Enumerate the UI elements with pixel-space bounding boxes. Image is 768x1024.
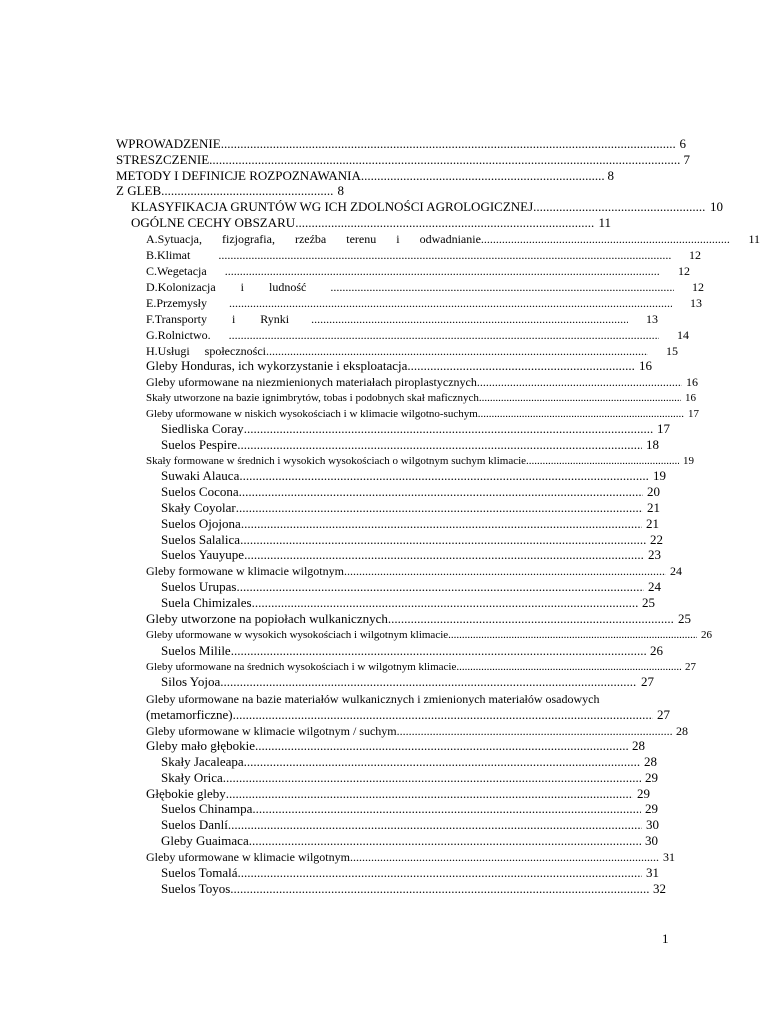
toc-entry-title: Silos Yojoa [161,674,221,689]
leader-dots [220,674,637,690]
leader-dots [237,437,642,453]
toc-entry-page: 30 [645,833,658,848]
toc-entry [146,343,678,359]
toc-entry-page: 16 [686,375,698,389]
leader-dots [223,770,641,786]
toc-entry-title: Gleby uformowane na bazie materiałów wulkanicznych i zmienionych materiałów osadowych [146,692,600,706]
toc-entry-page: 8 [337,183,344,198]
toc-entry [116,136,686,152]
toc-entry-page: 30 [646,817,659,832]
toc-entry-page: 20 [647,484,660,499]
toc-entry-title: Skały utworzone na bazie ignimbrytów, tobas i podobnych skał maficznych [146,392,479,404]
toc-entry-page: 10 [710,199,723,214]
toc-entry-title: Suelos Pespire [161,437,238,452]
toc-entry-title: Suwaki Alauca [161,468,240,483]
toc-entry-letter: D. [146,280,158,294]
toc-entry [161,516,659,532]
leader-dots [237,865,642,881]
leader-dots [311,311,628,327]
toc-entry-title: Suelos Tomalá [161,865,238,880]
toc-entry-title: Gleby utworzone na popiołach wulkanicznych [146,611,388,626]
page-number: 1 [662,931,669,946]
toc-entry [146,295,702,311]
leader-dots [344,563,666,579]
toc-entry-title: STRESZCZENIE [116,152,210,167]
toc-entry [161,754,657,770]
toc-entry [161,770,658,786]
toc-entry-title: WPROWADZENIE [116,136,221,151]
leader-dots [233,707,653,723]
toc-entry [146,738,645,754]
toc-entry [146,279,704,295]
toc-entry-page: 12 [689,248,701,262]
toc-entry [161,595,655,611]
toc-entry-title: Klimat [157,248,191,262]
toc-entry [161,500,660,516]
toc-entry-page: 12 [692,280,704,294]
toc-entry-letter: B. [146,248,158,262]
toc-entry-page: 21 [647,500,660,515]
toc-entry-page: 19 [653,468,666,483]
toc-entry [161,643,663,659]
toc-entry-title: Skały Coyolar [161,500,236,515]
toc-entry [131,215,611,231]
toc-entry-title: Gleby uformowane w wysokich wysokościach i wilgotnym klimacie [146,629,449,641]
toc-entry-page: 18 [646,437,659,452]
leader-dots [230,881,649,897]
toc-entry-page: 14 [677,328,689,342]
toc-entry-title: METODY I DEFINICJE ROZPOZNAWANIA [116,168,361,183]
toc-entry-title: Skały Orica [161,770,223,785]
toc-entry [161,437,659,453]
toc-entry-title: Siedliska Coray [161,421,244,436]
toc-entry-page: 13 [690,296,702,310]
leader-dots [225,263,660,279]
toc-entry-title: Skały formowane w średnich i wysokich wysokościach o wilgotnym suchym klimacie [146,455,527,467]
leader-dots [295,215,594,231]
toc-entry-page: 31 [663,850,675,864]
toc-entry-title: Suela Chimizales [161,595,252,610]
toc-entry-page: 28 [676,724,688,738]
leader-dots [239,484,643,500]
toc-entry [161,547,661,563]
toc-entry-title: (metamorficzne) [146,707,233,722]
leader-dots [407,358,635,374]
toc-entry-page: 29 [645,801,658,816]
toc-entry [146,263,690,279]
leader-dots [241,516,642,532]
leader-dots [236,579,644,595]
toc-entry-page: 29 [645,770,658,785]
toc-entry [146,311,658,327]
leader-dots [249,833,641,849]
toc-entry-title: Wegetacja [157,264,207,278]
toc-entry [116,152,690,168]
toc-entry-page: 24 [648,579,661,594]
leader-dots [218,247,671,263]
leader-dots [400,723,672,739]
leader-dots [229,327,659,343]
toc-entry [161,865,659,881]
leader-dots [478,406,684,422]
toc-entry [146,247,701,263]
leader-dots [266,343,648,359]
leader-dots [448,627,697,643]
toc-entry-page: 21 [646,516,659,531]
leader-dots [480,374,682,390]
toc-entry-page: 25 [678,611,691,626]
toc-entry-title: Gleby uformowane w klimacie wilgotnym [146,850,350,864]
leader-dots [252,801,641,817]
toc-entry [146,611,691,627]
leader-dots [361,168,604,184]
toc-entry-letter: C. [146,264,158,278]
toc-entry-page: 31 [646,865,659,880]
toc-entry-title: Gleby uformowane na średnich wysokościach i w wilgotnym klimacie. [146,661,460,673]
toc-entry [146,327,689,343]
toc-entry [161,421,670,437]
toc-entry-letter: H. [146,344,158,358]
toc-entry [131,199,723,215]
toc-entry-continued [146,691,666,707]
toc-entry [161,579,661,595]
toc-entry-title: Suelos Milile [161,643,231,658]
toc-entry [116,183,344,199]
toc-entry [146,707,670,723]
toc-entry-page: 19 [683,455,694,467]
toc-entry-page: 11 [748,232,760,246]
toc-entry-page: 16 [639,358,652,373]
toc-entry-title: Głębokie gleby [146,786,226,801]
toc-entry-title: OGÓLNE CECHY OBSZARU [131,215,296,230]
toc-entry-page: 13 [646,312,658,326]
toc-entry-title: Kolonizacja i ludność [157,280,307,294]
leader-dots [209,152,679,168]
toc-entry [146,723,688,739]
toc-entry [161,532,663,548]
leader-dots [526,453,679,469]
leader-dots [252,595,638,611]
toc-entry-page: 28 [632,738,645,753]
leader-dots [533,199,706,215]
toc-entry-page: 29 [637,786,650,801]
toc-entry-title: Gleby uformowane w niskich wysokościach i w klimacie wilgotno-suchym [146,408,478,420]
toc-entry-title: Gleby Honduras, ich wykorzystanie i eksploatacja [146,358,408,373]
toc-entry [146,563,682,579]
leader-dots [228,817,642,833]
toc-entry [161,881,666,897]
leader-dots [239,468,649,484]
toc-entry-title: Przemysły [156,296,208,310]
toc-entry-title: Gleby uformowane na niezmienionych materiałach piroplastycznych. [146,375,480,389]
toc-entry [146,453,694,469]
toc-entry-page: 28 [644,754,657,769]
leader-dots [330,279,674,295]
toc-entry-page: 27 [641,674,654,689]
toc-entry-title: KLASYFIKACJA GRUNTÓW WG ICH ZDOLNOŚCI AGROLOGICZNEJ [131,199,534,214]
toc-entry [146,659,696,675]
toc-entry [146,849,675,865]
leader-dots [226,786,633,802]
leader-dots [231,643,646,659]
toc-entry [146,627,712,643]
toc-entry [146,358,652,374]
toc-entry [161,801,658,817]
toc-entry-title: Z GLEB [116,183,162,198]
toc-entry-page: 12 [678,264,690,278]
toc-entry-page: 25 [642,595,655,610]
toc-entry-title: Suelos Chinampa [161,801,253,816]
toc-entry-title: Suelos Yauyupe [161,547,245,562]
toc-entry-page: 8 [607,168,614,183]
toc-entry-page: 17 [657,421,670,436]
leader-dots [350,849,659,865]
toc-entry-letter: E. [146,296,157,310]
toc-entry [146,374,698,390]
toc-entry-title: Sytuacja, fizjografia, rzeźba terenu i odwadnianie [157,232,481,246]
leader-dots [479,390,681,406]
toc-entry-page: 26 [650,643,663,658]
leader-dots [229,295,672,311]
toc-entry-letter: F. [146,312,155,326]
toc-entry [161,817,659,833]
toc-entry [161,674,654,690]
toc-entry-title: Rolnictwo. [157,328,211,342]
toc-entry-title: Suelos Danlí [161,817,228,832]
toc-entry-page: 32 [653,881,666,896]
toc-entry-title: Skały Jacaleapa [161,754,244,769]
leader-dots [244,754,640,770]
leader-dots [388,611,674,627]
toc-entry-title: Suelos Urupas [161,579,237,594]
toc-entry-letter: G. [146,328,158,342]
toc-entry-title: Suelos Toyos [161,881,231,896]
toc-entry-title: Gleby uformowane w klimacie wilgotnym / suchym. [146,724,400,738]
toc-entry-letter: A. [146,232,158,246]
toc-entry-page: 27 [657,707,670,722]
toc-entry-title: Suelos Salalica [161,532,241,547]
toc-entry [161,484,660,500]
leader-dots [240,532,646,548]
toc-entry-title: Gleby Guaimaca [161,833,249,848]
toc-entry-page: 15 [666,344,678,358]
leader-dots [481,231,731,247]
toc-entry [161,833,658,849]
toc-entry [146,406,699,422]
toc-entry-title: Suelos Cocona [161,484,239,499]
toc-entry [146,390,696,406]
toc-entry-title: Gleby mało głębokie [146,738,256,753]
toc-entry-page: 17 [688,408,699,420]
leader-dots [459,659,681,675]
toc-entry-title: Gleby formowane w klimacie wilgotnym [146,564,344,578]
toc-entry [116,168,614,184]
toc-entry-page: 24 [670,564,682,578]
toc-entry [146,231,760,247]
toc-entry-page: 16 [685,392,696,404]
toc-entry-page: 23 [648,547,661,562]
toc-entry [146,786,650,802]
toc-entry-title: Transporty i Rynki [154,312,290,326]
toc-entry-page: 22 [650,532,663,547]
toc-entry-page: 11 [598,215,611,230]
toc-entry [161,468,666,484]
leader-dots [161,183,333,199]
leader-dots [221,136,676,152]
toc-entry-page: 26 [701,629,712,641]
leader-dots [236,500,643,516]
toc-entry-page: 7 [683,152,690,167]
leader-dots [244,547,644,563]
toc-entry-title: Suelos Ojojona [161,516,241,531]
toc-entry-page: 6 [679,136,686,151]
leader-dots [244,421,653,437]
leader-dots [255,738,628,754]
toc-entry-title: Usługi społeczności [157,344,266,358]
toc-entry-page: 27 [685,661,696,673]
